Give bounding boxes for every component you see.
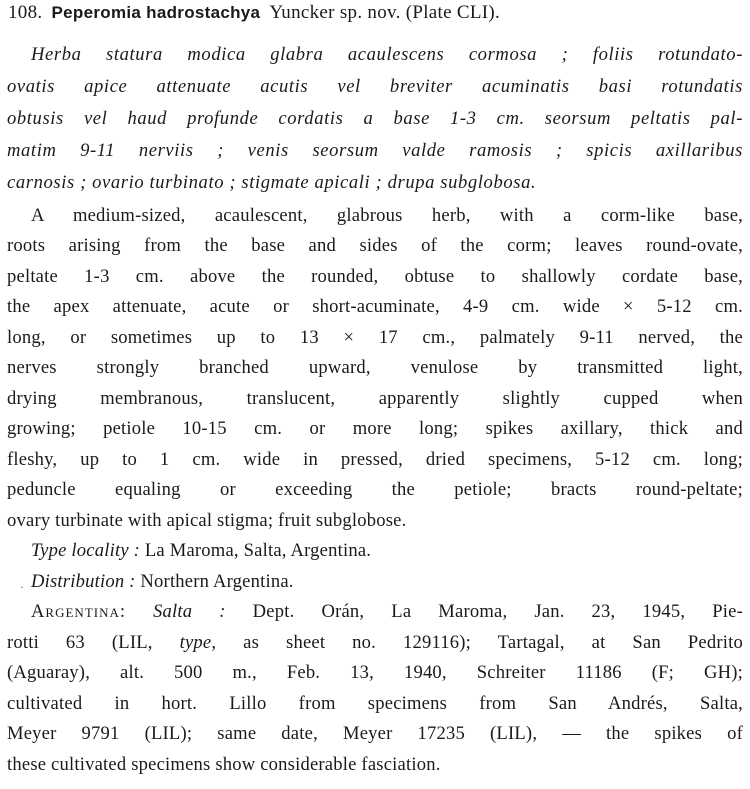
type-locality (31, 540, 371, 562)
species-authority: Yuncker sp. nov. (Plate CLI). (269, 2, 501, 23)
species-name: Peperomia hadrostachya (51, 3, 261, 22)
description-line: nerves strongly branched upward, venulose by transmitted light, (7, 357, 743, 378)
specimens-line: Meyer 9791 (LIL); same date, Meyer 17235 (LIL), — the spikes of (7, 723, 743, 744)
latin-line: Herba statura modica glabra acaulescens cormosa ; foliis rotundato- (31, 44, 743, 65)
latin-line: matim 9-11 nerviis ; venis seorsum valde ramosis ; spicis axillaribus (7, 140, 743, 161)
description-line: roots arising from the base and sides of the corm; leaves round-ovate, (7, 235, 743, 256)
province-label: Salta : (153, 601, 226, 622)
type-locality-label: Type locality : (31, 540, 141, 561)
latin-line: obtusis vel haud profunde cordatis a base 1-3 cm. seorsum peltatis pal- (7, 108, 743, 129)
description-line: the apex attenuate, acute or short-acuminate, 4-9 cm. wide × 5-12 cm. (7, 296, 743, 317)
distribution-value: Northern Argentina. (140, 571, 294, 592)
description-line: peduncle equaling or exceeding the petiole; bracts round-peltate; (7, 479, 743, 500)
latin-line: carnosis ; ovario turbinato ; stigmate apicali ; drupa subglobosa. (7, 172, 537, 193)
description-line: fleshy, up to 1 cm. wide in pressed, dried specimens, 5-12 cm. long; (7, 449, 743, 470)
specimens-line: Argentina: Salta : Dept. Orán, La Maroma, Jan. 23, 1945, Pie- (31, 601, 743, 622)
specimens-line: these cultivated specimens show considerable fasciation. (7, 754, 441, 775)
description-line: drying membranous, translucent, apparently slightly cupped when (7, 388, 743, 409)
country-label: Argentina: (31, 601, 127, 622)
specimens-line: cultivated in hort. Lillo from specimens from San Andrés, Salta, (7, 693, 743, 714)
description-line: growing; petiole 10-15 cm. or more long; spikes axillary, thick and (7, 418, 743, 439)
distribution-label: Distribution : (31, 571, 136, 592)
description-line: long, or sometimes up to 13 × 17 cm., palmately 9-11 nerved, the (7, 327, 743, 348)
entry-number: 108. (8, 2, 43, 23)
stray-mark: · (20, 580, 24, 594)
latin-line: ovatis apice attenuate acutis vel breviter acuminatis basi rotundatis (7, 76, 743, 97)
description-line: A medium-sized, acaulescent, glabrous herb, with a corm-like base, (31, 205, 743, 226)
description-line: peltate 1-3 cm. above the rounded, obtuse to shallowly cordate base, (7, 266, 743, 287)
specimens-line: rotti 63 (LIL, type, as sheet no. 129116); Tartagal, at San Pedrito (7, 632, 743, 653)
distribution (31, 571, 294, 593)
type-marker: type, (179, 632, 217, 653)
species-heading (8, 2, 500, 24)
specimens-line: (Aguaray), alt. 500 m., Feb. 13, 1940, Schreiter 11186 (F; GH); (7, 662, 743, 683)
description-line: ovary turbinate with apical stigma; fruit subglobose. (7, 510, 407, 531)
type-locality-value: La Maroma, Salta, Argentina. (144, 540, 372, 561)
